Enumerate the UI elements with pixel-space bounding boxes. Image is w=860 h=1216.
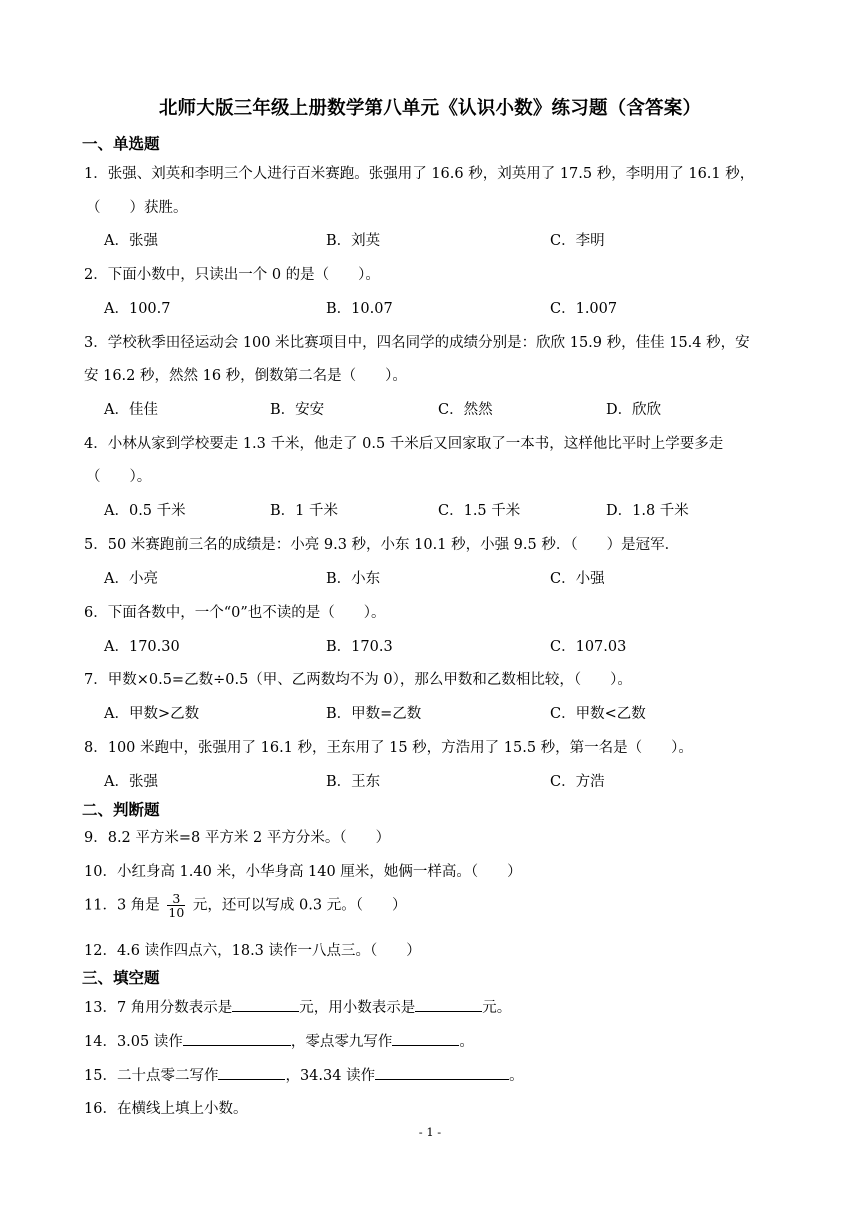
q3-option-c: C．然然 [438,402,493,418]
q6-option-a: A．170.30 [104,639,180,655]
question-1-text-cont: （ ）获胜。 [86,200,188,216]
question-3-text-cont: 安 16.2 秒，然然 16 秒，倒数第二名是（ ）。 [84,368,407,384]
q15-text-1: 15．二十点零二写作 [84,1068,219,1084]
section-heading-true-false: 二、判断题 [82,801,160,819]
q8-option-b: B．王东 [326,774,381,790]
question-9-text: 9．8.2 平方米=8 平方米 2 平方分米。（ ） [84,830,391,846]
page-number: - 1 - [418,1125,442,1139]
section-heading-fill-blank: 三、填空题 [82,969,160,987]
q11-text-pre: 11．3 角是 [84,897,160,914]
q13-text-2: 元，用小数表示是 [299,1000,416,1016]
q7-option-c: C．甲数<乙数 [550,706,646,722]
question-10-text: 10．小红身高 1.40 米，小华身高 140 厘米，她俩一样高。（ ） [84,864,522,880]
q2-option-a: A．100.7 [104,301,171,317]
q15-blank-1[interactable] [218,1065,285,1080]
question-8-text: 8．100 米跑中，张强用了 16.1 秒，王东用了 15 秒，方浩用了 15.5 秒，第一名是（ ）。 [84,740,693,756]
q11-fraction-denominator: 10 [168,905,185,920]
page-title: 北师大版三年级上册数学第八单元《认识小数》练习题（含答案） [158,98,702,119]
q2-option-b: B．10.07 [326,301,393,317]
q5-option-c: C．小强 [550,571,605,587]
question-4-text-cont: （ ）。 [86,469,152,485]
section-heading-single-choice: 一、单选题 [82,135,160,153]
question-1-text: 1．张强、刘英和李明三个人进行百米赛跑。张强用了 16.6 秒，刘英用了 17.5 秒，李明用了 16.1 秒， [84,166,755,182]
q15-blank-2[interactable] [375,1065,509,1080]
q3-option-a: A．佳佳 [104,402,158,418]
question-12-text: 12．4.6 读作四点六，18.3 读作一八点三。（ ） [84,943,421,959]
question-7-text: 7．甲数×0.5=乙数÷0.5（甲、乙两数均不为 0），那么甲数和乙数相比较，（ ）。 [84,672,632,688]
question-16-text: 16．在横线上填上小数。 [84,1101,248,1117]
q15-text-2: ，34.34 读作 [285,1068,376,1084]
question-5-text: 5．50 米赛跑前三名的成绩是：小亮 9.3 秒，小东 10.1 秒，小强 9.5 秒．（ ）是冠军． [84,537,680,553]
q4-option-d: D．1.8 千米 [606,503,689,519]
question-2-text: 2．下面小数中，只读出一个 0 的是（ ）。 [84,267,380,283]
q15-text-3: 。 [509,1068,524,1084]
q3-option-d: D．欣欣 [606,402,662,418]
question-13-text [84,996,511,1017]
q1-option-c: C．李明 [550,233,605,249]
q14-blank-2[interactable] [392,1031,459,1046]
q11-fraction-numerator: 3 [167,892,185,906]
q7-option-a: A．甲数>乙数 [104,706,200,722]
q1-option-a: A．张强 [104,233,158,249]
q11-fraction [167,892,185,919]
q8-option-a: A．张强 [104,774,158,790]
question-3-text: 3．学校秋季田径运动会 100 米比赛项目中，四名同学的成绩分别是：欣欣 15.9 秒，佳佳 15.4 秒，安 [84,335,750,351]
q13-text-1: 13．7 角用分数表示是 [84,1000,233,1016]
q6-option-c: C．107.03 [550,639,627,655]
q4-option-b: B．1 千米 [270,503,338,519]
q6-option-b: B．170.3 [326,639,393,655]
q14-text-1: 14．3.05 读作 [84,1034,183,1050]
q14-text-3: 。 [459,1034,474,1050]
q1-option-b: B．刘英 [326,233,381,249]
q5-option-a: A．小亮 [104,571,158,587]
q8-option-c: C．方浩 [550,774,605,790]
q13-blank-1[interactable] [232,997,299,1012]
question-4-text: 4．小林从家到学校要走 1.3 千米，他走了 0.5 千米后又回家取了一本书，这样他比平时上学要多走 [84,436,724,452]
q7-option-b: B．甲数=乙数 [326,706,422,722]
question-6-text: 6．下面各数中，一个“0”也不读的是（ ）。 [84,605,386,621]
q4-option-a: A．0.5 千米 [104,503,186,519]
q13-blank-2[interactable] [415,997,482,1012]
question-11-text [84,892,406,919]
question-15-text [84,1064,524,1085]
q3-option-b: B．安安 [270,402,325,418]
q14-blank-1[interactable] [183,1031,291,1046]
q4-option-c: C．1.5 千米 [438,503,521,519]
q2-option-c: C．1.007 [550,301,618,317]
q5-option-b: B．小东 [326,571,381,587]
q11-text-post: 元，还可以写成 0.3 元。（ ） [192,897,407,914]
q14-text-2: ，零点零九写作 [290,1034,393,1050]
question-14-text [84,1030,474,1051]
q13-text-3: 元。 [482,1000,512,1016]
